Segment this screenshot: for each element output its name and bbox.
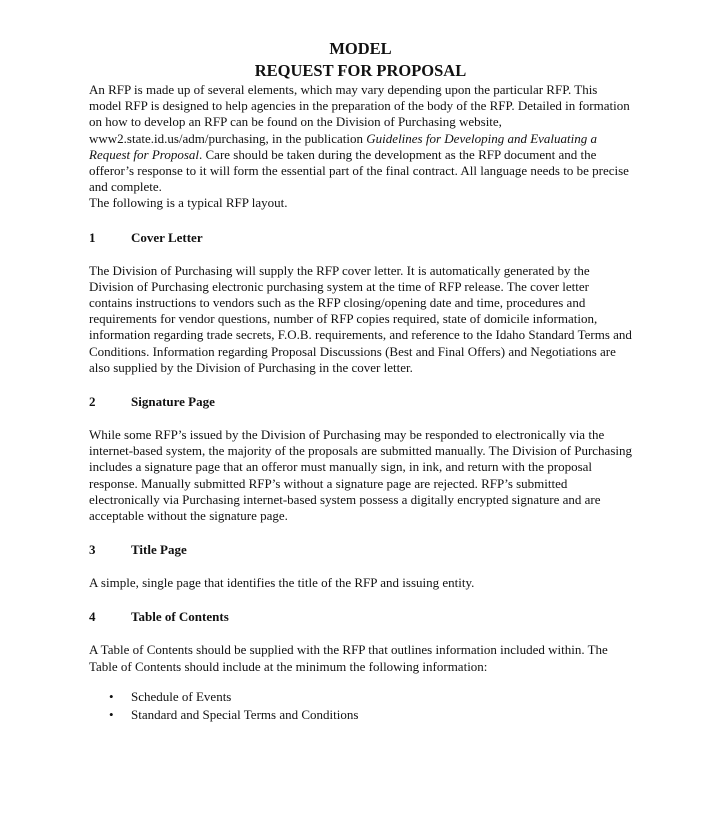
layout-note: The following is a typical RFP layout. bbox=[89, 195, 288, 211]
intro-text-1: An RFP is made up of several elements, which may vary depending upon the particular RFP. This model RFP is designed to help agencies in the preparation of the body of the RFP. Detailed in formation on how to develop an RFP can be found on the Division of Purchasing website, www2.state.id.us/adm/purchasing, in the publication bbox=[89, 82, 630, 146]
list-item bbox=[109, 706, 632, 724]
title-line-2: REQUEST FOR PROPOSAL bbox=[254, 61, 467, 80]
section-number: 2 bbox=[89, 394, 96, 410]
section-number: 1 bbox=[89, 229, 96, 245]
intro-publication-title: Guidelines for Developing and Evaluating a Request for Proposal bbox=[89, 130, 598, 162]
section-heading-table-of-contents bbox=[89, 609, 632, 625]
bullet-icon: • bbox=[109, 706, 114, 722]
section-title: Signature Page bbox=[131, 394, 215, 410]
section-number: 4 bbox=[89, 609, 96, 625]
list-item-text: Schedule of Events bbox=[131, 688, 232, 704]
section-body-table-of-contents: A Table of Contents should be supplied with the RFP that outlines information included within. The Table of Contents should include at the minimum the following information: bbox=[89, 642, 608, 674]
section-body-signature-page: While some RFP’s issued by the Division of Purchasing may be responded to electronically via the internet-based system, the majority of the proposals are submitted manually. The Division of Purchasing includes a signature page that an offeror must manually sign, in ink, and return with the proposal response. Manually submitted RFP’s without a signature page are rejected. RFP’s submitted electronically via Purchasing internet-based system possess a digitally encrypted signature and are acceptable without the signature page. bbox=[89, 427, 632, 524]
section-number: 3 bbox=[89, 542, 96, 558]
intro-paragraph bbox=[89, 82, 632, 195]
section-body-cover-letter: The Division of Purchasing will supply the RFP cover letter. It is automatically generated by the Division of Purchasing electronic purchasing system at the time of RFP release. The cover letter contains instructions to vendors such as the RFP closing/opening date and time, procedures and requirements for vendor questions, number of RFP copies required, state of domicile information, information regarding trade secrets, F.O.B. requirements, and reference to the Idaho Standard Terms and Conditions. Information regarding Proposal Discussions (Best and Final Offers) and Negotiations are also supplied by the Division of Purchasing in the cover letter. bbox=[89, 262, 632, 375]
section-heading-title-page bbox=[89, 542, 632, 558]
section-title: Cover Letter bbox=[131, 229, 203, 245]
list-item-text: Standard and Special Terms and Conditions bbox=[131, 706, 359, 722]
toc-bullet-list bbox=[89, 688, 632, 724]
intro-text-2: . Care should be taken during the development as the RFP document and the offeror’s response to it will form the essential part of the final contract. All language needs to be precise and complete. bbox=[89, 146, 629, 195]
section-body-title-page: A simple, single page that identifies the title of the RFP and issuing entity. bbox=[89, 575, 475, 591]
section-title: Table of Contents bbox=[131, 609, 229, 625]
section-heading-cover-letter bbox=[89, 230, 632, 246]
title-line-1: MODEL bbox=[329, 39, 392, 58]
section-heading-signature-page bbox=[89, 394, 632, 410]
document-title bbox=[89, 38, 632, 82]
section-title: Title Page bbox=[131, 542, 187, 558]
bullet-icon: • bbox=[109, 688, 114, 704]
list-item bbox=[109, 688, 632, 706]
